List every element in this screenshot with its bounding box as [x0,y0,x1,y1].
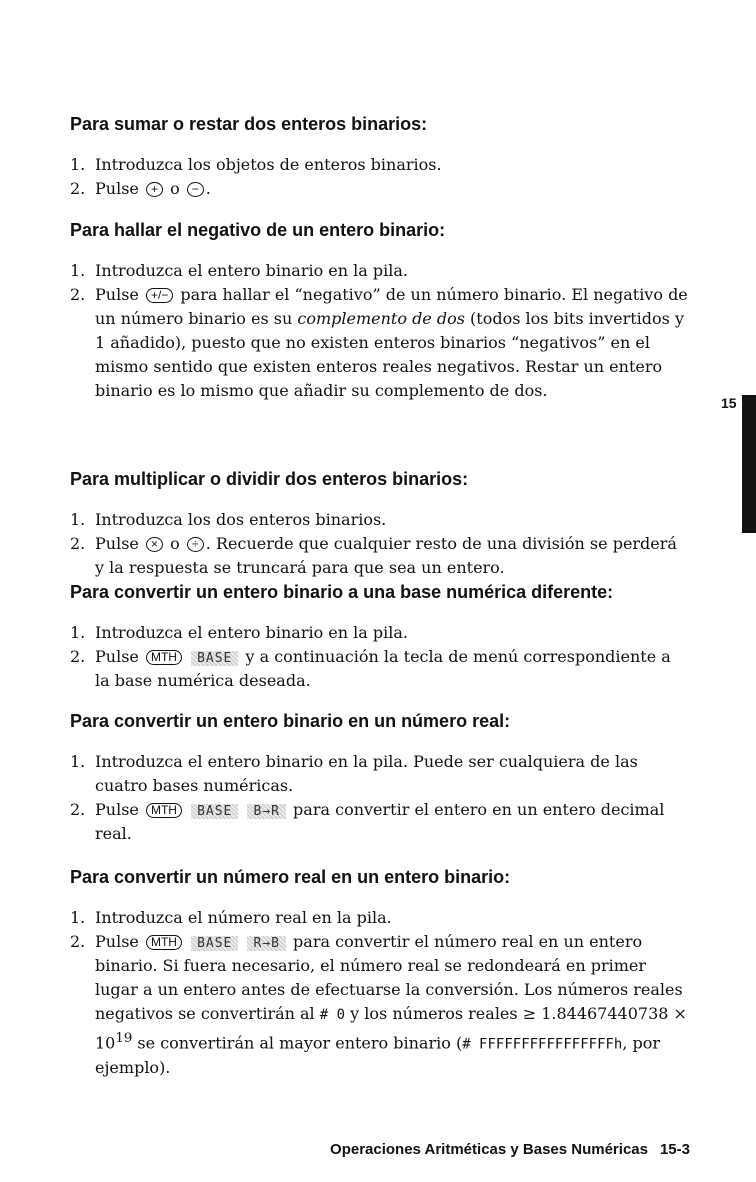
section-heading: Para convertir un entero binario en un número real: [70,711,511,731]
step-item [70,750,690,798]
section-heading: Para sumar o restar dos enteros binarios: [70,114,428,134]
step-text: o [170,179,180,198]
step-text: Pulse [95,932,139,951]
step-number: 2. [70,932,86,951]
step-number: 1. [70,510,86,529]
step-number: 1. [70,623,86,642]
step-text: Introduzca el entero binario en la pila. [95,261,408,280]
section-heading: Para convertir un número real en un entero binario: [70,867,511,887]
plus-key: + [146,182,163,197]
step-number: 2. [70,800,86,819]
chapter-tab-bar [742,395,756,533]
step-item [70,259,690,283]
step-number: 1. [70,908,86,927]
step-text: Pulse [95,534,139,553]
section-real-to-binary [70,866,690,1080]
multiply-key: × [146,537,163,552]
step-item [70,621,690,645]
step-list [70,153,690,201]
step-item [70,532,690,580]
binary-zero-text: # 0 [319,1007,346,1023]
page-footer [330,1141,690,1158]
step-list [70,621,690,693]
step-text: se convertirán al mayor entero binario ( [137,1033,463,1053]
exponent-text: 19 [115,1031,133,1046]
section-add-subtract [70,113,690,201]
mth-key: MTH [146,935,182,950]
section-binary-to-real [70,710,690,846]
step-list [70,259,690,403]
step-text: Pulse [95,647,139,666]
step-number: 2. [70,285,86,304]
step-text: (todos los bits invertidos y 1 añadido), puesto que no existen enteros binarios “negativos” en el mismo sentido que existen enteros reales negativos. Restar un entero binario es lo mismo que añadir su complemento de dos. [95,309,684,400]
page-number: 15-3 [659,1141,690,1158]
section-heading: Para multiplicar o dividir dos enteros binarios: [70,469,469,489]
step-text: , por ejemplo). [95,1033,661,1078]
footer-title: Operaciones Aritméticas y Bases Numéricas [330,1141,648,1158]
step-item [70,508,690,532]
step-list [70,906,690,1080]
section-heading: Para hallar el negativo de un entero binario: [70,220,446,240]
base-menu-key: BASE [191,804,238,819]
step-text: y los números reales ≥ 1.84467440738 × 10 [95,1004,687,1053]
emphasis-text: complemento de dos [297,309,465,328]
step-text: para convertir el entero en un entero decimal real. [95,800,665,843]
section-heading: Para convertir un entero binario a una base numérica diferente: [70,582,614,602]
step-text: . [205,179,211,198]
step-list [70,508,690,580]
divide-key: ÷ [187,537,204,552]
step-list [70,750,690,846]
section-multiply-divide [70,468,690,580]
step-text: Introduzca el entero binario en la pila. Puede ser cualquiera de las cuatro bases numéricas. [95,752,638,795]
step-item [70,177,690,201]
step-text: o [170,534,180,553]
base-menu-key: BASE [191,936,238,951]
step-number: 2. [70,179,86,198]
step-number: 1. [70,752,86,771]
step-text: Pulse [95,179,139,198]
step-text: Introduzca el entero binario en la pila. [95,623,408,642]
step-text: . Recuerde que cualquier resto de una división se perderá y la respuesta se truncará para que sea un entero. [95,534,677,577]
max-binary-text: # FFFFFFFFFFFFFFFFh [462,1036,623,1053]
step-text: Introduzca el número real en la pila. [95,908,392,927]
step-text: Introduzca los objetos de enteros binarios. [95,155,442,174]
r-to-b-menu-key: R→B [247,936,285,951]
b-to-r-menu-key: B→R [247,804,285,819]
step-number: 1. [70,155,86,174]
step-item [70,906,690,930]
step-number: 2. [70,534,86,553]
step-number: 2. [70,647,86,666]
base-menu-key: BASE [191,651,238,666]
step-item [70,283,690,403]
step-item [70,798,690,846]
mth-key: MTH [146,650,182,665]
change-sign-key: +/− [146,288,173,303]
step-item [70,930,690,1080]
chapter-tab-label: 15 [721,395,737,411]
step-text: Introduzca los dos enteros binarios. [95,510,387,529]
section-convert-base [70,581,690,693]
step-text: para convertir el número real en un entero binario. Si fuera necesario, el número real se redondeará en primer lugar a un entero antes de efectuarse la conversión. Los números reales negativos se convertirán al [95,932,683,1023]
section-negative [70,219,690,403]
step-text: y a continuación la tecla de menú correspondiente a la base numérica deseada. [95,647,671,690]
step-item [70,645,690,693]
mth-key: MTH [146,803,182,818]
minus-key: − [187,182,204,197]
step-number: 1. [70,261,86,280]
step-item [70,153,690,177]
step-text: Pulse [95,285,139,304]
step-text: Pulse [95,800,139,819]
step-text: para hallar el “negativo” de un número binario. El negativo de un número binario es su [95,285,688,328]
